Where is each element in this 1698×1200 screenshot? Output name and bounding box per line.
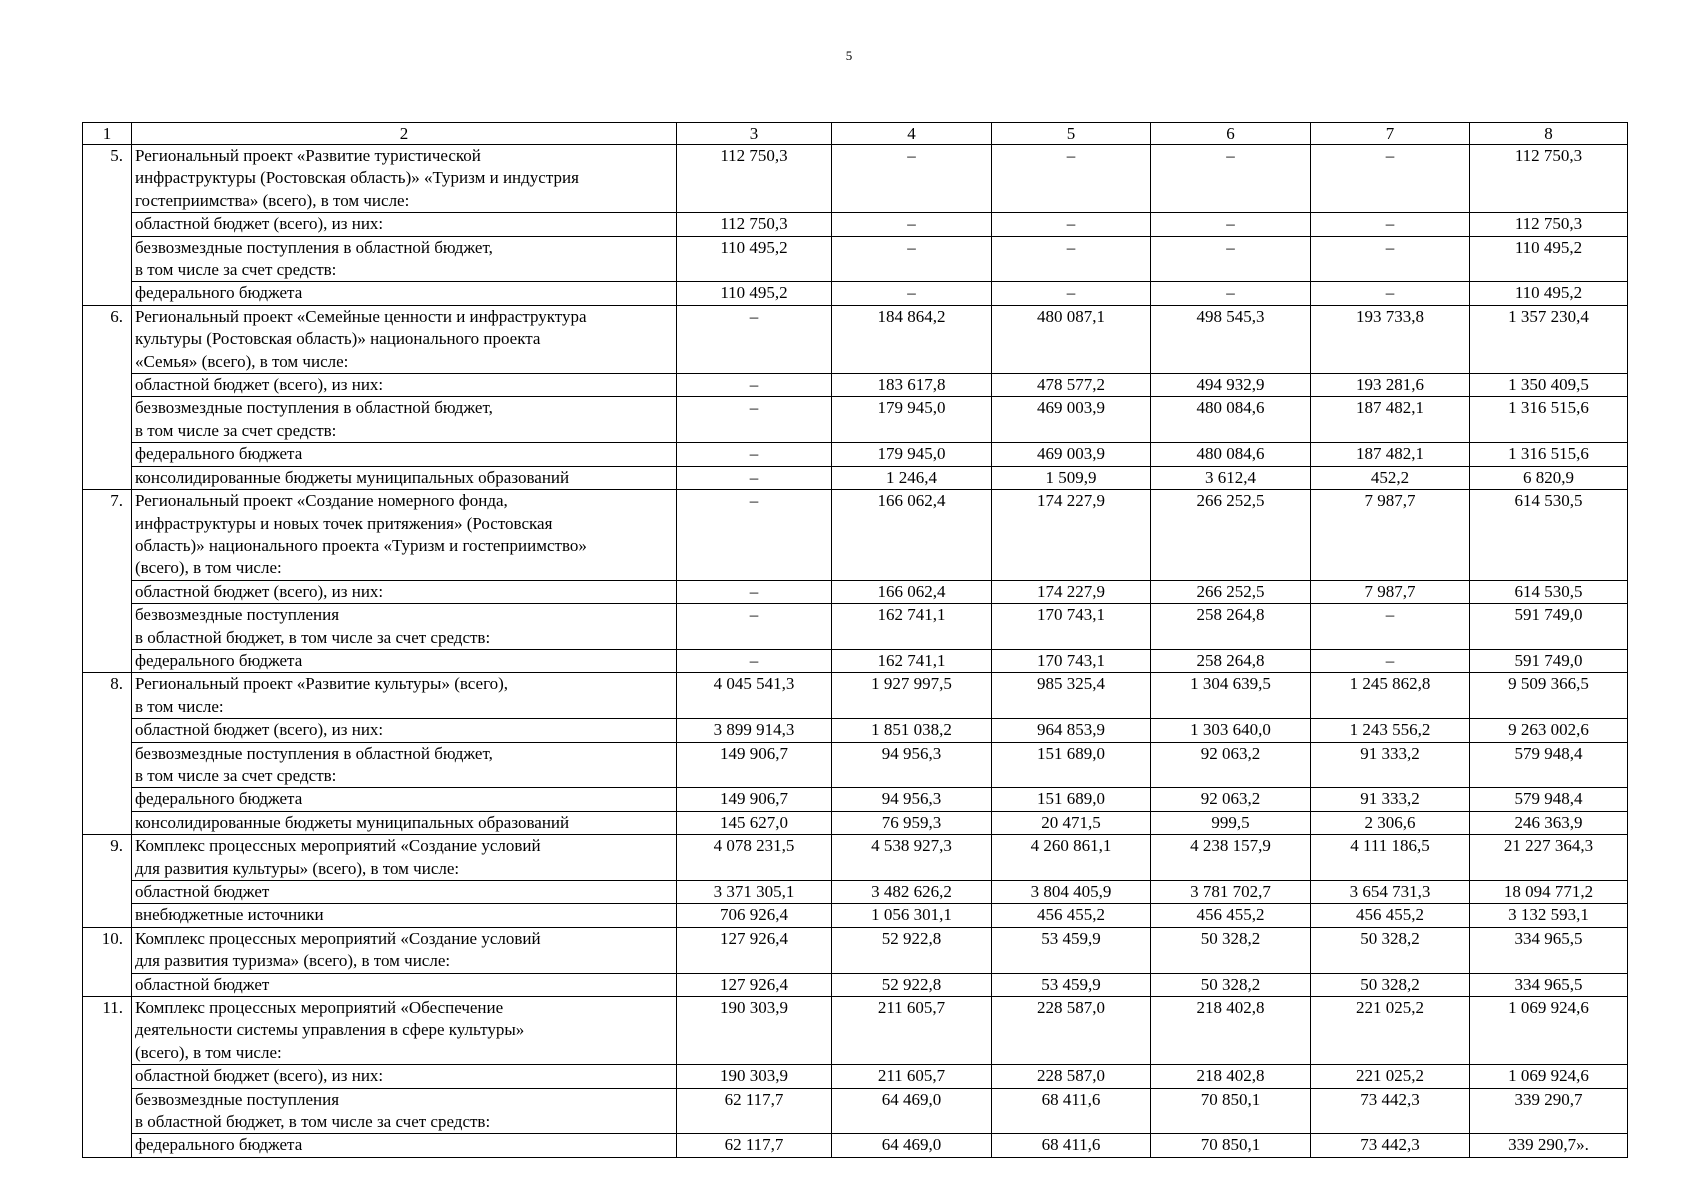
row-label-line: Комплекс процессных мероприятий «Создание условий (135, 928, 541, 948)
row-label-line: Комплекс процессных мероприятий «Создание условий (135, 836, 541, 856)
row-label-line: Комплекс процессных мероприятий «Обеспечение (135, 998, 504, 1018)
row-label-line: Региональный проект «Развитие культуры» (всего), (135, 674, 509, 694)
table-row (83, 788, 1628, 811)
row-label-line: областной бюджет (всего), из них: (135, 1066, 384, 1086)
value-cell: 9 263 002,6 (1470, 719, 1628, 742)
value-cell: – (832, 213, 992, 236)
row-label-line: Региональный проект «Создание номерного фонда, (135, 491, 508, 511)
value-cell: 1 245 862,8 (1311, 673, 1470, 719)
table-row (83, 719, 1628, 742)
value-cell: – (677, 443, 832, 466)
row-label-cell (132, 904, 677, 927)
value-cell: 228 587,0 (992, 997, 1151, 1065)
value-cell: 3 804 405,9 (992, 881, 1151, 904)
table-row (83, 881, 1628, 904)
value-cell: 1 069 924,6 (1470, 1065, 1628, 1088)
column-header: 8 (1470, 123, 1628, 145)
value-cell: 221 025,2 (1311, 1065, 1470, 1088)
value-cell: 110 495,2 (677, 236, 832, 282)
value-cell: 1 069 924,6 (1470, 997, 1628, 1065)
value-cell: – (677, 580, 832, 603)
value-cell: 614 530,5 (1470, 490, 1628, 581)
row-label-line: гостеприимства» (всего), в том числе: (135, 190, 410, 210)
row-label-cell (132, 788, 677, 811)
value-cell: 494 932,9 (1151, 374, 1311, 397)
row-number: 10. (83, 927, 132, 996)
value-cell: 614 530,5 (1470, 580, 1628, 603)
value-cell: 999,5 (1151, 811, 1311, 834)
row-label-cell (132, 1134, 677, 1157)
row-label-line: «Семья» (всего), в том числе: (135, 351, 349, 371)
value-cell: – (1311, 282, 1470, 305)
value-cell: 1 243 556,2 (1311, 719, 1470, 742)
value-cell: 62 117,7 (677, 1088, 832, 1134)
value-cell: 162 741,1 (832, 649, 992, 672)
value-cell: 73 442,3 (1311, 1088, 1470, 1134)
row-number: 11. (83, 997, 132, 1158)
value-cell: 127 926,4 (677, 927, 832, 973)
value-cell: – (677, 466, 832, 489)
table-row (83, 673, 1628, 719)
row-label-line: федерального бюджета (135, 1135, 303, 1155)
row-label-line: федерального бюджета (135, 789, 303, 809)
value-cell: – (832, 282, 992, 305)
value-cell: 21 227 364,3 (1470, 835, 1628, 881)
budget-table (82, 122, 1628, 1158)
row-label-line: безвозмездные поступления (135, 1089, 340, 1109)
value-cell: 591 749,0 (1470, 604, 1628, 650)
row-number: 6. (83, 305, 132, 489)
value-cell: 218 402,8 (1151, 1065, 1311, 1088)
row-label-cell (132, 466, 677, 489)
row-label-line: безвозмездные поступления в областной бюджет, (135, 237, 493, 257)
value-cell: 452,2 (1311, 466, 1470, 489)
value-cell: 70 850,1 (1151, 1088, 1311, 1134)
value-cell: 1 316 515,6 (1470, 397, 1628, 443)
table-row (83, 490, 1628, 581)
value-cell: 3 132 593,1 (1470, 904, 1628, 927)
row-label-line: консолидированные бюджеты муниципальных образований (135, 467, 570, 487)
value-cell: 4 078 231,5 (677, 835, 832, 881)
value-cell: 110 495,2 (677, 282, 832, 305)
value-cell: 92 063,2 (1151, 742, 1311, 788)
value-cell: 7 987,7 (1311, 580, 1470, 603)
value-cell: 76 959,3 (832, 811, 992, 834)
value-cell: 221 025,2 (1311, 997, 1470, 1065)
row-number: 8. (83, 673, 132, 835)
table-row (83, 305, 1628, 373)
row-label-cell (132, 490, 677, 581)
value-cell: 4 111 186,5 (1311, 835, 1470, 881)
row-label-cell (132, 236, 677, 282)
column-header: 4 (832, 123, 992, 145)
value-cell: 339 290,7». (1470, 1134, 1628, 1157)
row-label-line: в областной бюджет, в том числе за счет средств: (135, 1112, 491, 1132)
row-label-cell (132, 145, 677, 213)
value-cell: 53 459,9 (992, 927, 1151, 973)
row-label-line: для развития туризма» (всего), в том числе: (135, 951, 451, 971)
value-cell: 166 062,4 (832, 490, 992, 581)
row-label-cell (132, 374, 677, 397)
value-cell: 334 965,5 (1470, 973, 1628, 996)
row-label-cell (132, 927, 677, 973)
value-cell: 964 853,9 (992, 719, 1151, 742)
value-cell: 50 328,2 (1311, 927, 1470, 973)
value-cell: – (677, 397, 832, 443)
value-cell: 50 328,2 (1151, 927, 1311, 973)
value-cell: 480 084,6 (1151, 397, 1311, 443)
row-label-line: федерального бюджета (135, 444, 303, 464)
row-label-line: (всего), в том числе: (135, 558, 282, 578)
table-row (83, 811, 1628, 834)
value-cell: 94 956,3 (832, 742, 992, 788)
table-row (83, 466, 1628, 489)
value-cell: 151 689,0 (992, 742, 1151, 788)
row-label-line: консолидированные бюджеты муниципальных образований (135, 812, 570, 832)
page-number: 5 (845, 48, 853, 63)
row-label-line: в областной бюджет, в том числе за счет средств: (135, 627, 491, 647)
value-cell: – (677, 604, 832, 650)
row-label-cell (132, 881, 677, 904)
row-label-cell (132, 604, 677, 650)
value-cell: 53 459,9 (992, 973, 1151, 996)
value-cell: 18 094 771,2 (1470, 881, 1628, 904)
value-cell: 4 260 861,1 (992, 835, 1151, 881)
value-cell: 4 238 157,9 (1151, 835, 1311, 881)
value-cell: 112 750,3 (1470, 145, 1628, 213)
value-cell: – (992, 213, 1151, 236)
value-cell: 1 246,4 (832, 466, 992, 489)
row-label-line: федерального бюджета (135, 650, 303, 670)
row-label-cell (132, 213, 677, 236)
value-cell: 258 264,8 (1151, 649, 1311, 672)
value-cell: 334 965,5 (1470, 927, 1628, 973)
table-row (83, 580, 1628, 603)
value-cell: 3 781 702,7 (1151, 881, 1311, 904)
value-cell: 20 471,5 (992, 811, 1151, 834)
table-row (83, 927, 1628, 973)
value-cell: – (677, 374, 832, 397)
column-header: 2 (132, 123, 677, 145)
value-cell: 469 003,9 (992, 397, 1151, 443)
row-label-cell (132, 673, 677, 719)
value-cell: – (1151, 213, 1311, 236)
table-row (83, 973, 1628, 996)
value-cell: 184 864,2 (832, 305, 992, 373)
value-cell: 478 577,2 (992, 374, 1151, 397)
table-row (83, 282, 1628, 305)
row-label-line: культуры (Ростовская область)» национального проекта (135, 329, 541, 349)
value-cell: 3 482 626,2 (832, 881, 992, 904)
value-cell: 3 654 731,3 (1311, 881, 1470, 904)
value-cell: 1 509,9 (992, 466, 1151, 489)
row-label-cell (132, 997, 677, 1065)
row-label-line: областной бюджет (всего), из них: (135, 214, 384, 234)
value-cell: – (677, 649, 832, 672)
value-cell: 591 749,0 (1470, 649, 1628, 672)
value-cell: 92 063,2 (1151, 788, 1311, 811)
row-label-cell (132, 835, 677, 881)
value-cell: 174 227,9 (992, 580, 1151, 603)
value-cell: 183 617,8 (832, 374, 992, 397)
value-cell: 187 482,1 (1311, 443, 1470, 466)
value-cell: 4 538 927,3 (832, 835, 992, 881)
table-body (83, 123, 1628, 1158)
table-row (83, 604, 1628, 650)
value-cell: 498 545,3 (1151, 305, 1311, 373)
value-cell: 1 056 301,1 (832, 904, 992, 927)
value-cell: 3 899 914,3 (677, 719, 832, 742)
value-cell: 68 411,6 (992, 1088, 1151, 1134)
value-cell: 469 003,9 (992, 443, 1151, 466)
table-row (83, 1065, 1628, 1088)
value-cell: – (677, 490, 832, 581)
value-cell: – (992, 236, 1151, 282)
row-label-cell (132, 282, 677, 305)
table-row (83, 443, 1628, 466)
value-cell: 706 926,4 (677, 904, 832, 927)
value-cell: 149 906,7 (677, 742, 832, 788)
value-cell: 193 281,6 (1311, 374, 1470, 397)
row-label-line: безвозмездные поступления в областной бюджет, (135, 743, 493, 763)
value-cell: 1 350 409,5 (1470, 374, 1628, 397)
value-cell: 64 469,0 (832, 1088, 992, 1134)
table-row (83, 742, 1628, 788)
row-label-line: (всего), в том числе: (135, 1042, 282, 1062)
value-cell: 211 605,7 (832, 1065, 992, 1088)
value-cell: 52 922,8 (832, 927, 992, 973)
value-cell: 579 948,4 (1470, 742, 1628, 788)
row-number: 9. (83, 835, 132, 928)
value-cell: – (992, 145, 1151, 213)
value-cell: – (1311, 145, 1470, 213)
value-cell: 2 306,6 (1311, 811, 1470, 834)
table-row (83, 835, 1628, 881)
value-cell: 68 411,6 (992, 1134, 1151, 1157)
value-cell: 151 689,0 (992, 788, 1151, 811)
column-number-row (83, 123, 1628, 145)
value-cell: 73 442,3 (1311, 1134, 1470, 1157)
value-cell: 52 922,8 (832, 973, 992, 996)
value-cell: 179 945,0 (832, 397, 992, 443)
value-cell: 985 325,4 (992, 673, 1151, 719)
value-cell: 339 290,7 (1470, 1088, 1628, 1134)
value-cell: 7 987,7 (1311, 490, 1470, 581)
row-label-line: внебюджетные источники (135, 905, 324, 925)
value-cell: 174 227,9 (992, 490, 1151, 581)
row-number: 5. (83, 145, 132, 306)
value-cell: 145 627,0 (677, 811, 832, 834)
row-label-line: для развития культуры» (всего), в том числе: (135, 858, 460, 878)
row-label-cell (132, 742, 677, 788)
value-cell: 64 469,0 (832, 1134, 992, 1157)
table-row (83, 1088, 1628, 1134)
value-cell: – (1311, 213, 1470, 236)
value-cell: – (1151, 145, 1311, 213)
value-cell: 179 945,0 (832, 443, 992, 466)
column-header: 3 (677, 123, 832, 145)
row-label-line: федерального бюджета (135, 283, 303, 303)
table-row (83, 649, 1628, 672)
value-cell: 149 906,7 (677, 788, 832, 811)
value-cell: 1 304 639,5 (1151, 673, 1311, 719)
row-label-line: в том числе за счет средств: (135, 765, 337, 785)
row-label-line: областной бюджет (135, 882, 270, 901)
row-label-cell (132, 811, 677, 834)
value-cell: 1 357 230,4 (1470, 305, 1628, 373)
value-cell: 127 926,4 (677, 973, 832, 996)
row-label-line: инфраструктуры и новых точек притяжения» (Ростовская (135, 513, 553, 533)
row-label-line: Региональный проект «Семейные ценности и инфраструктура (135, 306, 587, 326)
value-cell: – (1311, 604, 1470, 650)
row-label-line: областной бюджет (всего), из них: (135, 720, 384, 740)
value-cell: 170 743,1 (992, 649, 1151, 672)
row-label-cell (132, 443, 677, 466)
row-label-line: в том числе за счет средств: (135, 260, 337, 280)
table-row (83, 236, 1628, 282)
value-cell: 110 495,2 (1470, 282, 1628, 305)
table-row (83, 145, 1628, 213)
value-cell: 480 087,1 (992, 305, 1151, 373)
row-label-cell (132, 397, 677, 443)
value-cell: 162 741,1 (832, 604, 992, 650)
row-label-cell (132, 649, 677, 672)
value-cell: 6 820,9 (1470, 466, 1628, 489)
row-label-line: область)» национального проекта «Туризм и гостеприимство» (135, 535, 587, 555)
value-cell: 112 750,3 (1470, 213, 1628, 236)
table-row (83, 997, 1628, 1065)
row-label-cell (132, 719, 677, 742)
row-label-line: областной бюджет (135, 974, 270, 994)
table-row (83, 397, 1628, 443)
value-cell: – (992, 282, 1151, 305)
value-cell: 91 333,2 (1311, 788, 1470, 811)
value-cell: 1 316 515,6 (1470, 443, 1628, 466)
value-cell: 266 252,5 (1151, 580, 1311, 603)
value-cell: 50 328,2 (1151, 973, 1311, 996)
column-header: 7 (1311, 123, 1470, 145)
row-label-line: безвозмездные поступления (135, 605, 340, 625)
row-label-cell (132, 580, 677, 603)
table-row (83, 904, 1628, 927)
row-label-cell (132, 973, 677, 996)
value-cell: 246 363,9 (1470, 811, 1628, 834)
row-label-line: деятельности системы управления в сфере культуры» (135, 1020, 525, 1040)
value-cell: 456 455,2 (1151, 904, 1311, 927)
table-row (83, 1134, 1628, 1157)
value-cell: 228 587,0 (992, 1065, 1151, 1088)
value-cell: 258 264,8 (1151, 604, 1311, 650)
row-label-line: в том числе за счет средств: (135, 420, 337, 440)
row-label-cell (132, 1088, 677, 1134)
value-cell: 112 750,3 (677, 213, 832, 236)
value-cell: 112 750,3 (677, 145, 832, 213)
value-cell: 94 956,3 (832, 788, 992, 811)
value-cell: 480 084,6 (1151, 443, 1311, 466)
value-cell: – (1151, 282, 1311, 305)
value-cell: 190 303,9 (677, 997, 832, 1065)
value-cell: – (832, 236, 992, 282)
value-cell: 91 333,2 (1311, 742, 1470, 788)
table-row (83, 374, 1628, 397)
value-cell: 3 612,4 (1151, 466, 1311, 489)
value-cell: 4 045 541,3 (677, 673, 832, 719)
row-number: 7. (83, 490, 132, 673)
table-row (83, 213, 1628, 236)
value-cell: – (677, 305, 832, 373)
value-cell: 190 303,9 (677, 1065, 832, 1088)
value-cell: – (1311, 236, 1470, 282)
column-header: 5 (992, 123, 1151, 145)
value-cell: – (1151, 236, 1311, 282)
row-label-cell (132, 1065, 677, 1088)
value-cell: – (1311, 649, 1470, 672)
value-cell: 193 733,8 (1311, 305, 1470, 373)
value-cell: 187 482,1 (1311, 397, 1470, 443)
value-cell: 1 851 038,2 (832, 719, 992, 742)
column-header: 6 (1151, 123, 1311, 145)
value-cell: 170 743,1 (992, 604, 1151, 650)
value-cell: 1 927 997,5 (832, 673, 992, 719)
value-cell: 211 605,7 (832, 997, 992, 1065)
column-header: 1 (83, 123, 132, 145)
value-cell: – (832, 145, 992, 213)
value-cell: 70 850,1 (1151, 1134, 1311, 1157)
value-cell: 3 371 305,1 (677, 881, 832, 904)
value-cell: 456 455,2 (1311, 904, 1470, 927)
value-cell: 50 328,2 (1311, 973, 1470, 996)
value-cell: 456 455,2 (992, 904, 1151, 927)
value-cell: 266 252,5 (1151, 490, 1311, 581)
value-cell: 110 495,2 (1470, 236, 1628, 282)
value-cell: 579 948,4 (1470, 788, 1628, 811)
value-cell: 166 062,4 (832, 580, 992, 603)
row-label-line: Региональный проект «Развитие туристической (135, 146, 481, 165)
row-label-line: инфраструктуры (Ростовская область)» «Туризм и индустрия (135, 168, 579, 188)
row-label-line: безвозмездные поступления в областной бюджет, (135, 398, 493, 418)
row-label-line: областной бюджет (всего), из них: (135, 581, 384, 601)
value-cell: 1 303 640,0 (1151, 719, 1311, 742)
value-cell: 9 509 366,5 (1470, 673, 1628, 719)
row-label-line: в том числе: (135, 696, 224, 716)
value-cell: 218 402,8 (1151, 997, 1311, 1065)
row-label-line: областной бюджет (всего), из них: (135, 375, 384, 395)
value-cell: 62 117,7 (677, 1134, 832, 1157)
row-label-cell (132, 305, 677, 373)
